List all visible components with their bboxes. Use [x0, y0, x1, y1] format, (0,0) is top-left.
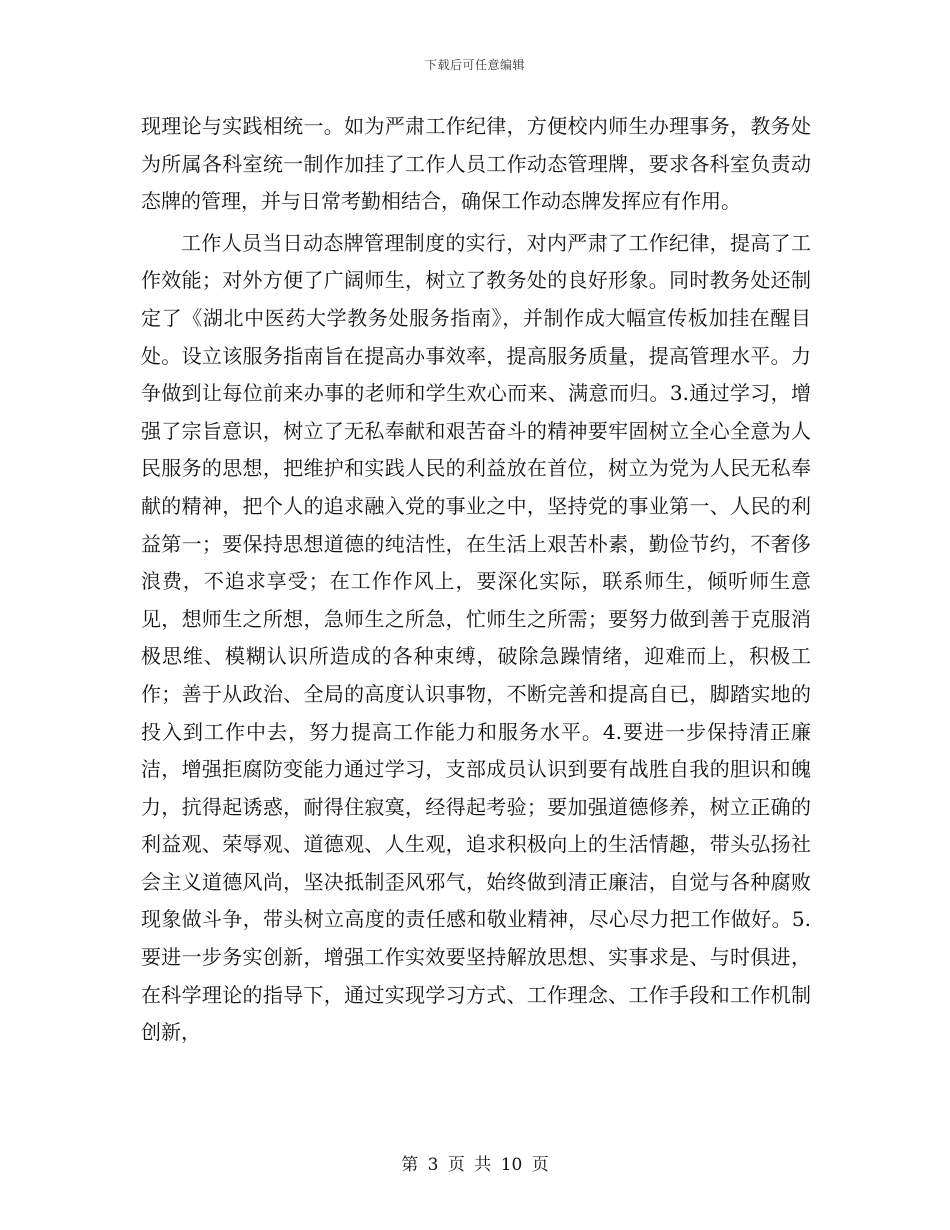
- page-number-footer: 第 3 页 共 10 页: [401, 1155, 549, 1175]
- page-header: 下载后可任意编辑: [424, 58, 525, 72]
- paragraph-1: 现理论与实践相统一。如为严肃工作纪律，方便校内师生办理事务，教务处为所属各科室统一制作加挂了工作人员工作动态管理牌，要求各科室负责动态牌的管理，并与日常考勤相结合，确保工作动态牌发挥应有作用。: [141, 114, 811, 214]
- document-body: [141, 108, 811, 1052]
- paragraph-2: 工作人员当日动态牌管理制度的实行，对内严肃了工作纪律，提高了工作效能；对外方便了广阔师生，树立了教务处的良好形象。同时教务处还制定了《湖北中医药大学教务处服务指南》，并制作成大幅宣传板加挂在醒目处。设立该服务指南旨在提高办事效率，提高服务质量，提高管理水平。力争做到让每位前来办事的老师和学生欢心而来、满意而归。3.通过学习，增强了宗旨意识，树立了无私奉献和艰苦奋斗的精神要牢固树立全心全意为人民服务的思想，把维护和实践人民的利益放在首位，树立为党为人民无私奉献的精神，把个人的追求融入党的事业之中，坚持党的事业第一、人民的利益第一；要保持思想道德的纯洁性，在生活上艰苦朴素，勤俭节约，不奢侈浪费，不追求享受；在工作作风上，要深化实际，联系师生，倾听师生意见，想师生之所想，急师生之所急，忙师生之所需；要努力做到善于克服消极思维、模糊认识所造成的各种束缚，破除急躁情绪，迎难而上，积极工作；善于从政治、全局的高度认识事物，不断完善和提高自已，脚踏实地的投入到工作中去，努力提高工作能力和服务水平。4.要进一步保持清正廉洁，增强拒腐防变能力通过学习，支部成员认识到要有战胜自我的胆识和魄力，抗得起诱惑，耐得住寂寞，经得起考验；要加强道德修养，树立正确的利益观、荣辱观、道德观、人生观，追求积极向上的生活情趣，带头弘扬社会主义道德风尚，坚决抵制歪风邪气，始终做到清正廉洁，自觉与各种腐败现象做斗争，带头树立高度的责任感和敬业精神，尽心尽力把工作做好。5.要进一步务实创新，增强工作实效要坚持解放思想、实事求是、与时俱进，在科学理论的指导下，通过实现学习方式、工作理念、工作手段和工作机制创新，: [141, 230, 811, 1045]
